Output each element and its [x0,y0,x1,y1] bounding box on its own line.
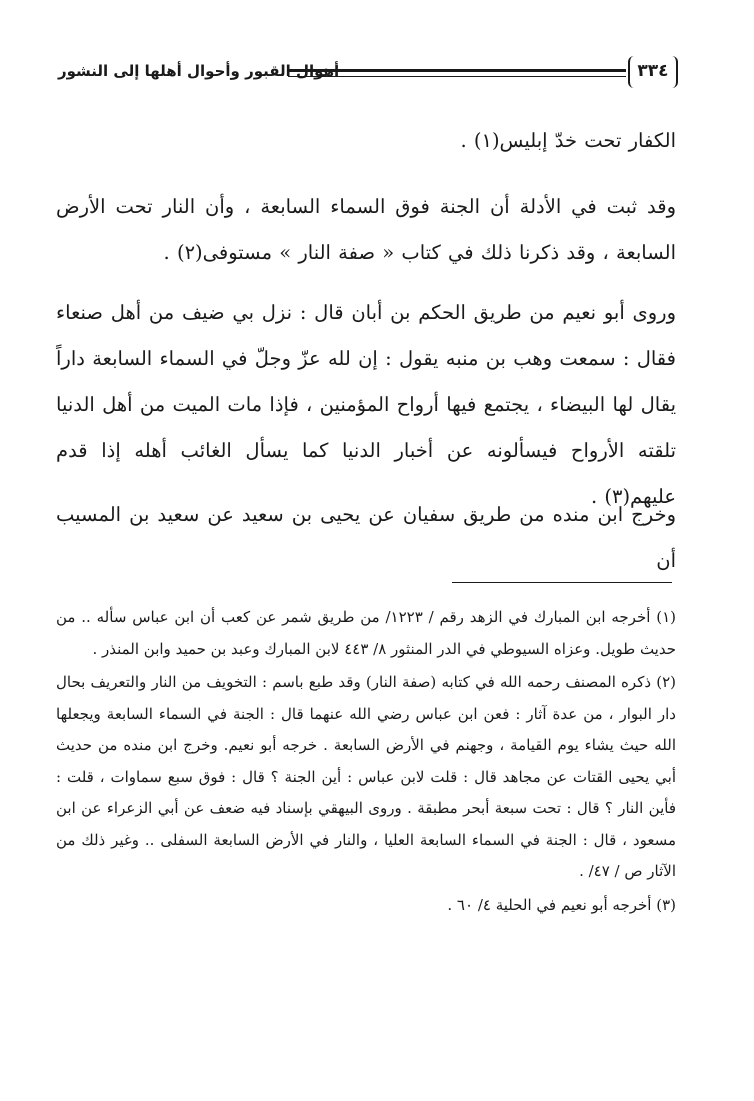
footnote-3: (٣) أخرجه أبو نعيم في الحلية ٤/ ٦٠ . [447,895,676,914]
footnotes [56,602,676,923]
footnote-separator [452,582,672,583]
running-header [58,56,678,92]
footnote-1: (١) أخرجه ابن المبارك في الزهد رقم / ١٢٢٣/ من طريق شمر عن كعب أن ابن عباس سأله .. من حديث طويل. وعزاه السيوطي في الدر المنثور ٨/ ٤٤٣ لابن المبارك وعبد بن حميد وابن المنذر . [56,608,676,658]
header-rule [288,69,626,77]
paragraph-2: وقد ثبت في الأدلة أن الجنة فوق السماء السابعة ، وأن النار تحت الأرض السابعة ، وقد ذكرنا ذلك في كتاب « صفة النار » مستوفى(٢) . [56,195,676,264]
page-number: ٣٣٤ [628,56,678,88]
paragraph-1: الكفار تحت خدّ إبليس(١) . [460,129,676,152]
paragraph-3: وروى أبو نعيم من طريق الحكم بن أبان قال : نزل بي ضيف من أهل صنعاء فقال : سمعت وهب بن منبه يقول : إن لله عزّ وجلّ في السماء السابعة داراً يقال لها البيضاء ، يجتمع فيها أرواح المؤمنين ، فإذا مات الميت من أهل الدنيا تلقته الأرواح فيسألونه عن أخبار الدنيا كما يسأل الغائب أهله إذا قدم عليهم(٣) . [56,301,676,508]
footnote-2: (٢) ذكره المصنف رحمه الله في كتابه (صفة النار) وقد طبع باسم : التخويف من النار والتعريف بحال دار البوار ، من عدة آثار : فعن ابن عباس رضي الله عنهما قال : الجنة في السماء السابعة ويجعلها الله حيث يشاء يوم القيامة ، وجهنم في الأرض السابعة . خرجه أبو نعيم. وخرج ابن منده من حديث أبي يحيى القتات عن مجاهد قال : قلت لابن عباس : أين الجنة ؟ قال : فوق سبع سماوات ، قلت : فأين النار ؟ قال : تحت سبعة أبحر مطبقة . وروى البيهقي بإسناد فيه ضعف عن أبي الزعراء عن ابن مسعود ، قال : الجنة في السماء السابعة العليا ، والنار في الأرض السابعة السفلى .. وغير ذلك من الآثار ص / ٤٧/ . [56,673,676,880]
running-title: أهوال القبور وأحوال أهلها إلى النشور [58,62,340,80]
paragraph-4: وخرج ابن منده من طريق سفيان عن يحيى بن سعيد عن سعيد بن المسيب أن [56,503,676,572]
